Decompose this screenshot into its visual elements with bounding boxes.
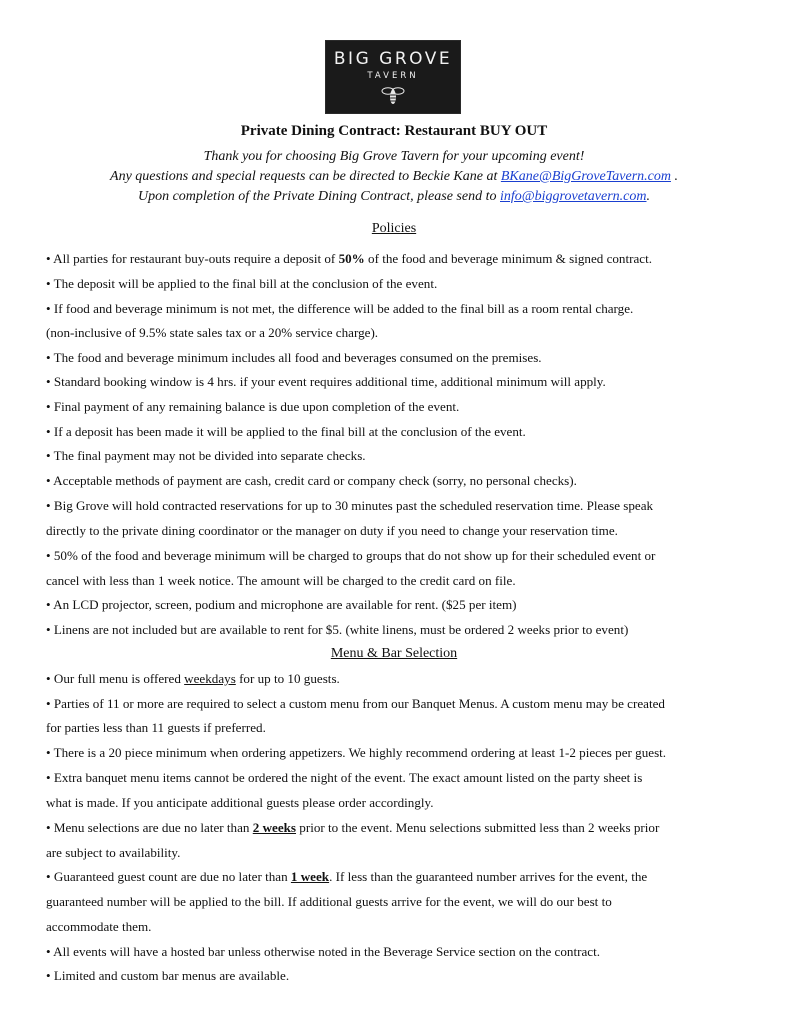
big-grove-tavern-logo (325, 40, 461, 114)
policy-line: • Linens are not included but are available to rent for $5. (white linens, must be ordered 2 weeks prior to event) (46, 622, 629, 637)
menu-bar-heading: Menu & Bar Selection (330, 646, 458, 661)
policy-line: • Big Grove will hold contracted reservations for up to 30 minutes past the scheduled reservation time. Please speak (46, 498, 654, 513)
policy-line: cancel with less than 1 week notice. The amount will be charged to the credit card on file. (46, 573, 516, 588)
intro-line-1: Thank you for choosing Big Grove Tavern for your upcoming event! (203, 149, 585, 164)
policy-line: (non-inclusive of 9.5% state sales tax or a 20% service charge). (46, 325, 379, 340)
policy-deposit-line: • All parties for restaurant buy-outs require a deposit of 50% of the food and beverage minimum & signed contract. (46, 251, 653, 266)
policy-line: • If food and beverage minimum is not met, the difference will be added to the final bill as a room rental charge. (46, 301, 634, 316)
menu-line: guaranteed number will be applied to the bill. If additional guests arrive for the event, we will do our best to (46, 894, 612, 909)
policy-line: • If a deposit has been made it will be applied to the final bill at the conclusion of the event. (46, 424, 526, 439)
menu-weekdays-line: • Our full menu is offered weekdays for up to 10 guests. (46, 671, 340, 686)
policy-line: • Acceptable methods of payment are cash, credit card or company check (sorry, no personal checks). (46, 473, 577, 488)
policy-line: • The final payment may not be divided into separate checks. (46, 448, 366, 463)
bkane-email-link[interactable]: BKane@BigGroveTavern.com (500, 169, 671, 184)
bee-icon (381, 84, 405, 106)
info-email-link[interactable]: info@biggrovetavern.com (500, 189, 647, 204)
two-weeks-text: 2 weeks (252, 820, 297, 835)
policy-line: • The deposit will be applied to the final bill at the conclusion of the event. (46, 276, 438, 291)
guest-count-deadline-line: • Guaranteed guest count are due no later than 1 week. If less than the guaranteed number arrives for the event, the (46, 869, 648, 884)
menu-line: • Limited and custom bar menus are available. (46, 968, 290, 983)
logo-subname: TAVERN (367, 71, 419, 81)
policies-heading: Policies (371, 221, 417, 236)
policy-line: directly to the private dining coordinator or the manager on duty if you need to change your reservation time. (46, 523, 618, 538)
intro-line-2-text: Any questions and special requests can be directed to Beckie Kane at (110, 169, 501, 184)
page-title: Private Dining Contract: Restaurant BUY OUT (240, 123, 548, 139)
menu-line: • Extra banquet menu items cannot be ordered the night of the event. The exact amount listed on the party sheet is (46, 770, 643, 785)
intro-line-3: Upon completion of the Private Dining Contract, please send to info@biggrovetavern.com. (137, 189, 650, 204)
menu-line: for parties less than 11 guests if preferred. (46, 720, 266, 735)
intro-line-3-text: Upon completion of the Private Dining Contract, please send to (137, 189, 500, 204)
one-week-text: 1 week (290, 869, 330, 884)
menu-line: • All events will have a hosted bar unless otherwise noted in the Beverage Service section on the contract. (46, 944, 600, 959)
policy-line: • 50% of the food and beverage minimum will be charged to groups that do not show up for their scheduled event or (46, 548, 656, 563)
menu-line: what is made. If you anticipate additional guests please order accordingly. (46, 795, 434, 810)
weekdays-text: weekdays (184, 671, 236, 686)
menu-line: accommodate them. (46, 919, 152, 934)
policy-line: • The food and beverage minimum includes all food and beverages consumed on the premises. (46, 350, 542, 365)
policy-line: • Final payment of any remaining balance is due upon completion of the event. (46, 399, 460, 414)
intro-line-2: Any questions and special requests can be directed to Beckie Kane at BKane@BigGroveTavern.com . (110, 169, 678, 184)
policy-line: • An LCD projector, screen, podium and microphone are available for rent. ($25 per item) (46, 597, 517, 612)
menu-line: • There is a 20 piece minimum when ordering appetizers. We highly recommend ordering at least 1-2 pieces per guest. (46, 745, 667, 760)
logo-name: BIG GROVE (333, 49, 453, 69)
deposit-percent: 50% (338, 251, 365, 266)
menu-line: • Parties of 11 or more are required to select a custom menu from our Banquet Menus. A custom menu may be created (46, 696, 665, 711)
menu-selection-deadline-line: • Menu selections are due no later than 2 weeks prior to the event. Menu selections submitted less than 2 weeks prior (46, 820, 660, 835)
policy-line: • Standard booking window is 4 hrs. if your event requires additional time, additional minimum will apply. (46, 374, 606, 389)
menu-line: are subject to availability. (46, 845, 181, 860)
